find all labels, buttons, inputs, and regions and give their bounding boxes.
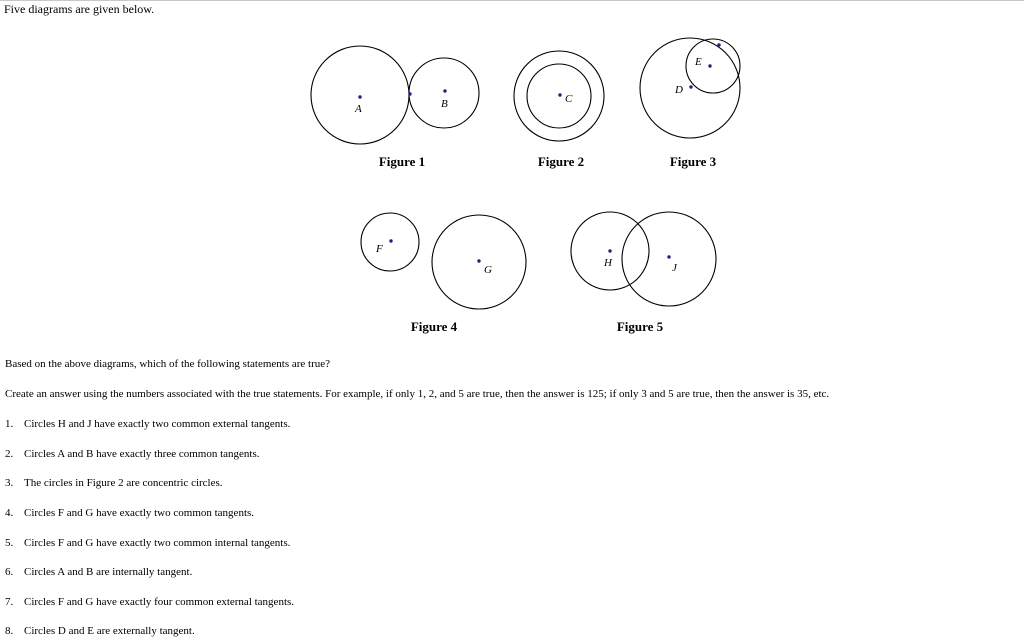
label-f: F (376, 243, 383, 255)
question-text: Based on the above diagrams, which of the following statements are true? (5, 358, 331, 370)
point-f (389, 239, 392, 242)
intro-text: Five diagrams are given below. (4, 2, 155, 16)
statement-text: Circles D and E are externally tangent. (24, 625, 195, 637)
label-h: H (604, 257, 612, 269)
statement-text: Circles H and J have exactly two common external tangents. (24, 418, 291, 430)
statement-number: 1. (5, 418, 14, 430)
statement-number: 5. (5, 537, 14, 549)
statement-text: Circles A and B have exactly three common tangents. (24, 448, 260, 460)
point-c (558, 93, 561, 96)
point-e (708, 64, 711, 67)
statement-number: 8. (5, 625, 14, 637)
figure-2-label: Figure 2 (537, 154, 585, 169)
tangent-point-ab (408, 92, 411, 95)
point-b (443, 89, 446, 92)
circle-a (311, 46, 409, 144)
statement-text: Circles F and G have exactly four common external tangents. (24, 596, 295, 608)
statement-text: The circles in Figure 2 are concentric circles. (24, 477, 223, 489)
statement-7 (5, 596, 294, 608)
point-j (667, 255, 670, 258)
statement-number: 2. (5, 448, 14, 460)
statement-5 (5, 537, 290, 549)
statement-6 (5, 566, 192, 578)
statement-1 (5, 418, 290, 430)
point-d (689, 85, 692, 88)
figure-4-label: Figure 4 (410, 319, 458, 334)
statement-8 (5, 625, 195, 637)
figure-1-label: Figure 1 (378, 154, 426, 169)
statement-text: Circles F and G have exactly two common tangents. (24, 507, 255, 519)
figure-5-label: Figure 5 (616, 319, 664, 334)
circle-b (409, 58, 479, 128)
label-b: B (441, 98, 448, 110)
label-d: D (675, 84, 683, 96)
point-a (358, 95, 361, 98)
statement-2 (5, 448, 260, 460)
label-c: C (565, 93, 573, 105)
point-g (477, 259, 480, 262)
statement-number: 3. (5, 477, 14, 489)
label-a: A (355, 103, 362, 115)
instructions-text: Create an answer using the numbers associated with the true statements. For example, if only 1, 2, and 5 are true, then the answer is 125; if only 3 and 5 are true, then the answer is 35, etc. (5, 388, 830, 400)
statement-number: 7. (5, 596, 14, 608)
label-j: J (672, 262, 677, 274)
statement-4 (5, 507, 254, 519)
statement-number: 6. (5, 566, 14, 578)
statement-3 (5, 477, 223, 489)
label-g: G (484, 264, 492, 276)
label-e: E (695, 56, 702, 68)
statement-text: Circles A and B are internally tangent. (24, 566, 193, 578)
statement-number: 4. (5, 507, 14, 519)
point-h (608, 249, 611, 252)
circle-j (622, 212, 716, 306)
figure-3-label: Figure 3 (669, 154, 717, 169)
statement-text: Circles F and G have exactly two common internal tangents. (24, 537, 291, 549)
figures-diagram (0, 1, 1024, 346)
tangent-point-de (717, 43, 720, 46)
